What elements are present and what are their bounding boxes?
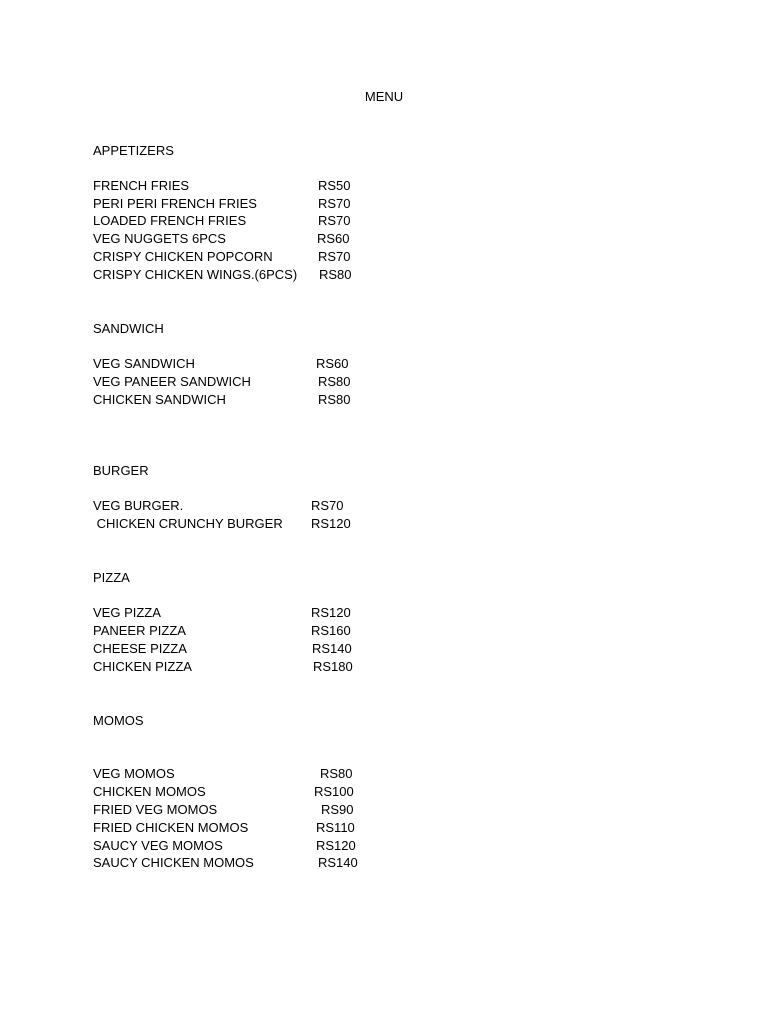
item-name: PERI PERI FRENCH FRIES — [93, 196, 257, 211]
item-price: RS140 — [318, 855, 358, 870]
item-name: CRISPY CHICKEN POPCORN — [93, 249, 273, 264]
item-price: RS70 — [318, 213, 351, 228]
item-price: RS70 — [311, 498, 344, 513]
item-price: RS120 — [316, 838, 356, 853]
item-price: RS70 — [318, 196, 351, 211]
item-price: RS80 — [318, 392, 351, 407]
item-name: CHEESE PIZZA — [93, 641, 187, 656]
item-price: RS120 — [311, 516, 351, 531]
item-name: LOADED FRENCH FRIES — [93, 213, 247, 228]
item-name: CHICKEN CRUNCHY BURGER — [93, 516, 283, 531]
item-name: FRENCH FRIES — [93, 178, 190, 193]
item-name: PANEER PIZZA — [93, 623, 186, 638]
section-heading-momos: MOMOS — [93, 713, 144, 728]
item-price: RS180 — [313, 659, 353, 674]
item-name: VEG PIZZA — [93, 605, 161, 620]
item-name: FRIED VEG MOMOS — [93, 802, 218, 817]
item-name: FRIED CHICKEN MOMOS — [93, 820, 249, 835]
item-price: RS90 — [321, 802, 354, 817]
item-name: CHICKEN MOMOS — [93, 784, 206, 799]
item-name: VEG SANDWICH — [93, 356, 195, 371]
item-price: RS80 — [319, 267, 352, 282]
section-heading-pizza: PIZZA — [93, 570, 130, 585]
item-name: CHICKEN SANDWICH — [93, 392, 226, 407]
item-price: RS60 — [316, 356, 349, 371]
item-price: RS160 — [311, 623, 351, 638]
item-price: RS70 — [318, 249, 351, 264]
item-price: RS80 — [318, 374, 351, 389]
item-price: RS110 — [316, 820, 355, 835]
item-name: CHICKEN PIZZA — [93, 659, 192, 674]
section-heading-burger: BURGER — [93, 463, 149, 478]
section-heading-sandwich: SANDWICH — [93, 321, 164, 336]
item-name: SAUCY VEG MOMOS — [93, 838, 223, 853]
item-name: CRISPY CHICKEN WINGS.(6PCS) — [93, 267, 298, 282]
item-price: RS50 — [318, 178, 351, 193]
section-heading-appetizers: APPETIZERS — [93, 143, 174, 158]
item-price: RS140 — [312, 641, 352, 656]
page-title: MENU — [364, 89, 404, 104]
item-name: VEG MOMOS — [93, 766, 175, 781]
item-name: VEG PANEER SANDWICH — [93, 374, 251, 389]
item-price: RS100 — [314, 784, 354, 799]
item-price: RS80 — [320, 766, 353, 781]
item-name: VEG BURGER. — [93, 498, 184, 513]
item-price: RS120 — [311, 605, 351, 620]
item-price: RS60 — [317, 231, 350, 246]
item-name: SAUCY CHICKEN MOMOS — [93, 855, 254, 870]
item-name: VEG NUGGETS 6PCS — [93, 231, 226, 246]
